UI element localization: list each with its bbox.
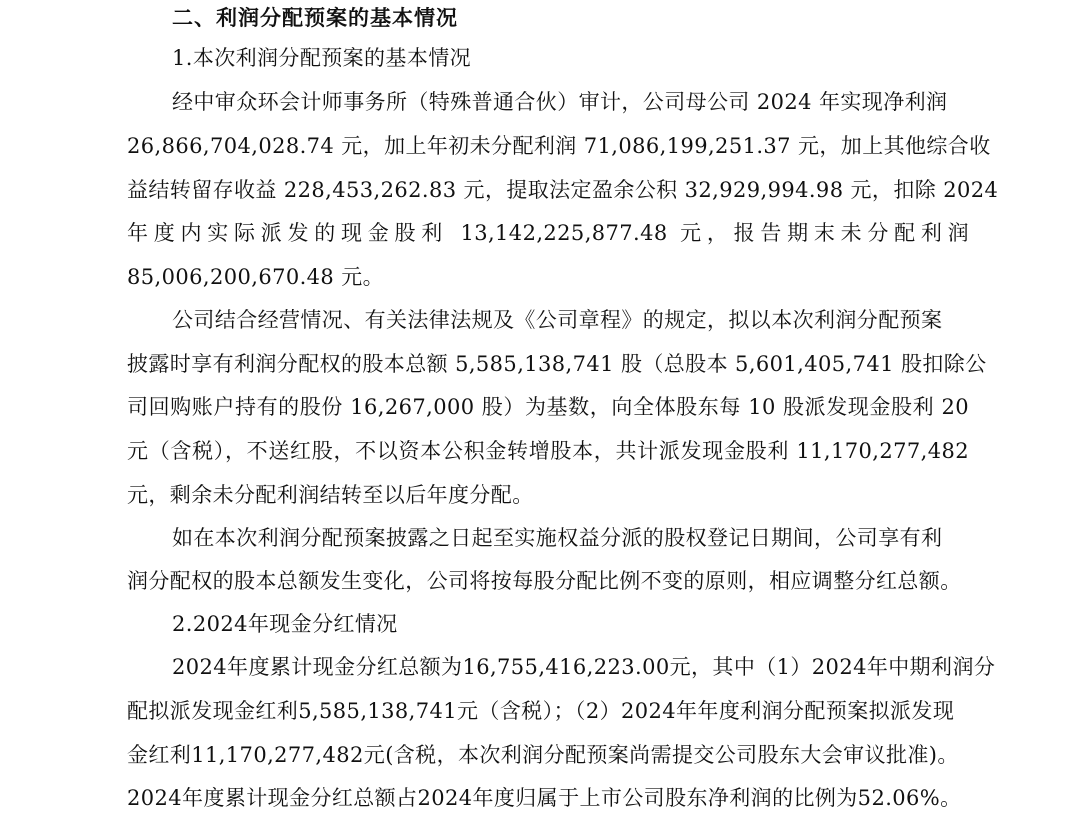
paragraph-line: 金红利11,170,277,482元(含税，本次利润分配预案尚需提交公司股东大会审议批准)。	[127, 743, 959, 767]
paragraph-line: 公司结合经营情况、有关法律法规及《公司章程》的规定，拟以本次利润分配预案	[172, 308, 943, 332]
paragraph-line: 披露时享有利润分配权的股本总额 5,585,138,741 股（总股本 5,601,405,741 股扣除公	[127, 352, 987, 376]
paragraph-line: 如在本次利润分配预案披露之日起至实施权益分派的股权登记日期间，公司享有利	[172, 526, 943, 550]
subsection-heading-1: 1.本次利润分配预案的基本情况	[172, 46, 472, 70]
paragraph-line: 年度内实际派发的现金股利 13,142,225,877.48 元，报告期末未分配利润	[127, 221, 969, 245]
paragraph-line: 元，剩余未分配利润结转至以后年度分配。	[127, 483, 534, 507]
paragraph-line: 26,866,704,028.74 元，加上年初未分配利润 71,086,199,251.37 元，加上其他综合收	[127, 134, 991, 158]
paragraph-line: 润分配权的股本总额发生变化，公司将按每股分配比例不变的原则，相应调整分红总额。	[127, 569, 962, 593]
paragraph-line: 元（含税），不送红股，不以资本公积金转增股本，共计派发现金股利 11,170,277,482	[127, 439, 969, 463]
paragraph-line: 85,006,200,670.48 元。	[127, 265, 385, 289]
paragraph-line: 经中审众环会计师事务所（特殊普通合伙）审计，公司母公司 2024 年实现净利润	[172, 90, 948, 114]
subsection-heading-2: 2.2024年现金分红情况	[172, 612, 398, 636]
section-heading: 二、利润分配预案的基本情况	[172, 6, 458, 30]
paragraph-line: 益结转留存收益 228,453,262.83 元，提取法定盈余公积 32,929,994.98 元，扣除 2024	[127, 178, 999, 202]
paragraph-line: 配拟派发现金红利5,585,138,741元（含税）；（2）2024年年度利润分配预案拟派发现	[127, 699, 955, 723]
paragraph-line: 2024年度累计现金分红总额为16,755,416,223.00元，其中（1）2024年中期利润分	[172, 655, 996, 679]
paragraph-line: 司回购账户持有的股份 16,267,000 股）为基数，向全体股东每 10 股派发现金股利 20	[127, 395, 969, 419]
paragraph-line: 2024年度累计现金分红总额占2024年度归属于上市公司股东净利润的比例为52.06%。	[127, 786, 962, 810]
